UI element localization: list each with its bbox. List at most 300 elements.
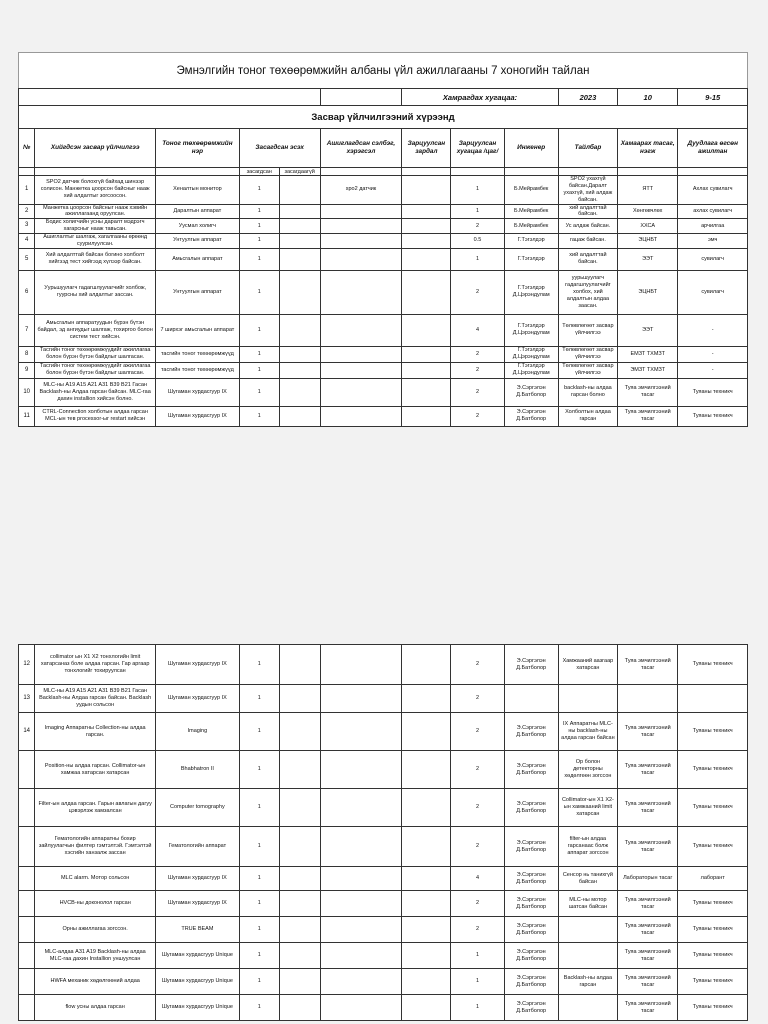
cell-note: Backlash-ны алдаа гарсан	[558, 969, 617, 995]
cell-fixed: 1	[239, 204, 279, 219]
cell-note: Төлөвлөгөөт засвар үйлчилгээ	[558, 314, 617, 346]
cell-fixed: 1	[239, 378, 279, 406]
cell-caller: Туяаны техникч	[678, 406, 748, 426]
cell-cost	[402, 270, 451, 314]
col-work: Хийгдсэн засвар үйлчилгээ	[35, 129, 156, 168]
cell-unfixed	[279, 406, 320, 426]
cell-hours: 2	[451, 346, 504, 362]
cell-note: гацаж байсан.	[558, 234, 617, 249]
cell-cost	[402, 176, 451, 205]
cell-eng	[504, 685, 558, 713]
cell-note: Төлөвлөгөөт засвар үйлчилгээ	[558, 362, 617, 378]
cell-eng: Э.Сэргэлэн Д.Батболор	[504, 943, 558, 969]
cell-fixed: 1	[239, 943, 279, 969]
table-row	[19, 995, 748, 1021]
cell-device: Шугаман хурдасгуур IX	[155, 645, 239, 685]
cell-dept: Туяа эмчилгээний тасаг	[618, 789, 678, 827]
cell-device: Шугаман хурдасгуур IX	[155, 685, 239, 713]
cell-fixed: 1	[239, 219, 279, 234]
cell-n	[19, 891, 35, 917]
cell-dept: Туяа эмчилгээний тасаг	[618, 827, 678, 867]
cell-parts	[320, 969, 402, 995]
cell-caller: Туяаны техникч	[678, 378, 748, 406]
cell-device: Computer tomography	[155, 789, 239, 827]
cell-cost	[402, 234, 451, 249]
cell-dept: Туяа эмчилгээний тасаг	[618, 969, 678, 995]
cell-dept: Туяа эмчилгээний тасаг	[618, 891, 678, 917]
cell-fixed: 1	[239, 891, 279, 917]
cell-n: 8	[19, 346, 35, 362]
cell-caller: Туяаны техникч	[678, 789, 748, 827]
cell-unfixed	[279, 645, 320, 685]
col-device: Тоног төхөөрөмжийн нэр	[155, 129, 239, 168]
cell-cost	[402, 314, 451, 346]
cell-fixed: 1	[239, 827, 279, 867]
cell-hours: 2	[451, 270, 504, 314]
cell-hours: 2	[451, 362, 504, 378]
cell-unfixed	[279, 789, 320, 827]
cell-hours: 2	[451, 645, 504, 685]
cell-caller	[678, 685, 748, 713]
cell-n: 11	[19, 406, 35, 426]
table-row	[19, 645, 748, 685]
cell-parts	[320, 314, 402, 346]
cell-note	[558, 685, 617, 713]
cell-device: Унтуулгын аппарат	[155, 270, 239, 314]
cell-hours: 0.5	[451, 234, 504, 249]
cell-n: 5	[19, 248, 35, 270]
cell-parts	[320, 789, 402, 827]
cell-device: Даралтын аппарат	[155, 204, 239, 219]
cell-eng: Э.Сэргэлэн Д.Батболор	[504, 891, 558, 917]
cell-device: TRUE BEAM	[155, 917, 239, 943]
cell-caller: Туяаны техникч	[678, 969, 748, 995]
cell-fixed: 1	[239, 751, 279, 789]
sub-fixed: засагдсан	[239, 168, 279, 176]
cell-parts	[320, 917, 402, 943]
cell-caller: сувилагч	[678, 248, 748, 270]
cell-parts	[320, 234, 402, 249]
cell-caller: -	[678, 346, 748, 362]
cell-unfixed	[279, 248, 320, 270]
cell-work: collimator ын X1 X2 тонхлогийн limit хатарсаназ боле алдаа гарсан. Гар аргаар тонхлогийг тохируулсан	[35, 645, 156, 685]
section-title: Засвар үйлчилгээний хүрээнд	[19, 106, 748, 129]
cell-dept: ЭМЗТ ТХМЗТ	[618, 362, 678, 378]
meta-row	[19, 89, 748, 106]
cell-fixed: 1	[239, 270, 279, 314]
subheader-row	[19, 168, 748, 176]
cell-unfixed	[279, 176, 320, 205]
period-label: Хамрагдах хугацаа:	[402, 89, 558, 106]
cell-hours: 2	[451, 713, 504, 751]
cell-hours: 1	[451, 943, 504, 969]
cell-note: Төлөвлөгөөт засвар үйлчилгээ	[558, 346, 617, 362]
cell-hours: 1	[451, 176, 504, 205]
cell-dept: Туяа эмчилгээний тасаг	[618, 995, 678, 1021]
table-row	[19, 234, 748, 249]
cell-unfixed	[279, 867, 320, 891]
cell-dept: ЕМЗТ ТХМЗТ	[618, 346, 678, 362]
table-row	[19, 378, 748, 406]
cell-hours: 2	[451, 891, 504, 917]
cell-eng: Б.Мейрамбек	[504, 219, 558, 234]
cell-eng: Э.Сэргэлэн Д.Батболор	[504, 378, 558, 406]
cell-note: Сенсор нь танихгүй байсан	[558, 867, 617, 891]
cell-fixed: 1	[239, 995, 279, 1021]
cell-dept: Туяа эмчилгээний тасаг	[618, 917, 678, 943]
cell-cost	[402, 827, 451, 867]
cell-work: Амьсгалын аппаратуудын бүрэн бүтэн байдал, эд ангиудыг шалгаж, тохиргоо болон систем тест хийсэн.	[35, 314, 156, 346]
cell-fixed: 1	[239, 713, 279, 751]
table-row	[19, 406, 748, 426]
cell-caller: Ахлах сувилагч	[678, 176, 748, 205]
cell-eng: Э.Сэргэлэн Д.Батболор	[504, 969, 558, 995]
cell-note: Холболтын алдаа гарсан	[558, 406, 617, 426]
cell-note: уурьшуулагч гадагшлуулагчийг холбох, хий алдалтын алдаа заасан.	[558, 270, 617, 314]
cell-work: MLC alarm. Мотор сольсон	[35, 867, 156, 891]
cell-cost	[402, 219, 451, 234]
cell-note	[558, 917, 617, 943]
cell-fixed: 1	[239, 789, 279, 827]
cell-parts	[320, 827, 402, 867]
cell-eng: Г.Тэгэлдэр Д.Цэрэндулам	[504, 346, 558, 362]
cell-fixed: 1	[239, 917, 279, 943]
cell-unfixed	[279, 362, 320, 378]
cell-caller: Туяаны техникч	[678, 917, 748, 943]
cell-n: 12	[19, 645, 35, 685]
cell-eng: Э.Сэргэлэн Д.Батболор	[504, 645, 558, 685]
cell-unfixed	[279, 751, 320, 789]
cell-device: 7 ширхэг амьсгалын аппарат	[155, 314, 239, 346]
cell-device: тасгийн тоног төхөөрөмжүүд	[155, 362, 239, 378]
cell-work: Ашиглалтыг шалгаж, хагалгааны өрөөнд суурилуулсан.	[35, 234, 156, 249]
cell-unfixed	[279, 346, 320, 362]
col-no: №	[19, 129, 35, 168]
cell-n	[19, 943, 35, 969]
cell-unfixed	[279, 270, 320, 314]
cell-hours: 2	[451, 917, 504, 943]
cell-dept: ЭЭТ	[618, 314, 678, 346]
cell-unfixed	[279, 943, 320, 969]
table-row	[19, 751, 748, 789]
table-row	[19, 789, 748, 827]
cell-n: 6	[19, 270, 35, 314]
table-row	[19, 917, 748, 943]
cell-device: Шугаман хурдасгуур IX	[155, 406, 239, 426]
cell-parts	[320, 248, 402, 270]
cell-fixed: 1	[239, 362, 279, 378]
cell-dept: Туяа эмчилгээний тасаг	[618, 378, 678, 406]
cell-cost	[402, 867, 451, 891]
cell-n: 7	[19, 314, 35, 346]
cell-cost	[402, 346, 451, 362]
sub-unfixed: засагдаагүй	[279, 168, 320, 176]
cell-parts	[320, 891, 402, 917]
cell-work: MLC-ны A19 A15 A21 A31 B39 B21 Гасан Backlash-ны Алдаа гарсан байсан. Backlash уудын сольсон	[35, 685, 156, 713]
cell-fixed: 1	[239, 346, 279, 362]
section-row	[19, 106, 748, 129]
cell-fixed: 1	[239, 406, 279, 426]
cell-hours: 2	[451, 219, 504, 234]
cell-n: 9	[19, 362, 35, 378]
cell-work: Хий алдалттай байсан богино холболт хийгээд тест хийгээд хүлээр байсан.	[35, 248, 156, 270]
cell-parts	[320, 362, 402, 378]
table-row	[19, 219, 748, 234]
cell-unfixed	[279, 713, 320, 751]
cell-hours: 2	[451, 685, 504, 713]
cell-n	[19, 969, 35, 995]
cell-device: Уусмал холигч	[155, 219, 239, 234]
cell-parts	[320, 685, 402, 713]
cell-eng: Э.Сэргэлэн Д.Батболор	[504, 789, 558, 827]
cell-n: 10	[19, 378, 35, 406]
cell-dept: ЭЭТ	[618, 248, 678, 270]
cell-dept: Туяа эмчилгээний тасаг	[618, 645, 678, 685]
cell-parts	[320, 995, 402, 1021]
cell-device: Шугаман хурдасгуур Unique	[155, 969, 239, 995]
cell-note: MLC-ны мотор шатсан байсан	[558, 891, 617, 917]
cell-hours: 2	[451, 751, 504, 789]
cell-cost	[402, 943, 451, 969]
cell-fixed: 1	[239, 248, 279, 270]
table-row	[19, 346, 748, 362]
cell-note	[558, 943, 617, 969]
cell-fixed: 1	[239, 314, 279, 346]
cell-parts	[320, 867, 402, 891]
cell-cost	[402, 248, 451, 270]
cell-work: MLC-алдаа A31 A19 Backlash-ны алдаа MLC-гаа дахин Installion уншуулсан	[35, 943, 156, 969]
col-dept: Хамаарах тасаг, нэгж	[618, 129, 678, 168]
cell-n	[19, 995, 35, 1021]
cell-hours: 2	[451, 827, 504, 867]
cell-note: IX Аппаратны MLC-ны backlash-ны алдаа гарсан байсан	[558, 713, 617, 751]
cell-work: CTRL-Connection холботын алдаа гарсан MCL-ын тев processor-ыг restart хийсэн	[35, 406, 156, 426]
cell-n	[19, 867, 35, 891]
cell-work: Уурьшуулагч гадагшлуулагчийг холбож, гуурсны хий алдалтыг засcан.	[35, 270, 156, 314]
cell-device: Хеналтын монитор	[155, 176, 239, 205]
cell-caller: Туяаны техникч	[678, 751, 748, 789]
cell-device: Шугаман хурдасгуур IX	[155, 378, 239, 406]
cell-caller: арчилгаа	[678, 219, 748, 234]
cell-fixed: 1	[239, 867, 279, 891]
cell-device: Шугаман хурдасгуур Unique	[155, 995, 239, 1021]
cell-fixed: 1	[239, 645, 279, 685]
cell-cost	[402, 378, 451, 406]
cell-device: Унтуулгын аппарат	[155, 234, 239, 249]
cell-unfixed	[279, 685, 320, 713]
cell-parts	[320, 270, 402, 314]
cell-cost	[402, 713, 451, 751]
cell-dept: Туяа эмчилгээний тасаг	[618, 406, 678, 426]
table-row	[19, 248, 748, 270]
cell-unfixed	[279, 917, 320, 943]
cell-work: SPO2 датчик болохгүй байхад шинээр солисон. Манжетка цоорсон байсныг нааж хий алдалтыг зогсоосон.	[35, 176, 156, 205]
cell-caller: сувилагч	[678, 270, 748, 314]
cell-eng: Э.Сэргэлэн Д.Батболор	[504, 827, 558, 867]
cell-eng: Г.Тэгэлдэр	[504, 248, 558, 270]
cell-cost	[402, 751, 451, 789]
cell-cost	[402, 645, 451, 685]
cell-n: 14	[19, 713, 35, 751]
cell-work: Position-ны алдаа гарсан. Collimator-ын хамжаа хатарсан хатарсан	[35, 751, 156, 789]
cell-work: MLC-ны A19 A15 A21 A31 B39 B21 Гасан Backlash-ны Алдаа гарсан байсан. MLC-гаа дахин installion хийсэн болно.	[35, 378, 156, 406]
cell-hours: 1	[451, 204, 504, 219]
cell-work: Гематологийн аппаратны бохир зайлуулагчын филтер гэмтэлтэй. Гэмтэлтэй хэсгийн ханзалж засcан	[35, 827, 156, 867]
cell-caller: -	[678, 314, 748, 346]
cell-work: flow усны алдаа гарсан	[35, 995, 156, 1021]
cell-cost	[402, 204, 451, 219]
cell-dept: Туяа эмчилгээний тасаг	[618, 713, 678, 751]
cell-fixed: 1	[239, 685, 279, 713]
period-year: 2023	[558, 89, 617, 106]
cell-eng: Э.Сэргэлэн Д.Батболор	[504, 917, 558, 943]
cell-note: хий алдалттай байсан.	[558, 204, 617, 219]
table-row	[19, 891, 748, 917]
cell-note: Ус алдаж байсан.	[558, 219, 617, 234]
cell-caller: -	[678, 362, 748, 378]
cell-caller: ахлах сувилагч	[678, 204, 748, 219]
period-days: 9-15	[678, 89, 748, 106]
table-row	[19, 270, 748, 314]
cell-note: SPO2 ухахгүй байсан.Даралт ухахгүй, хий алдаж байсан.	[558, 176, 617, 205]
cell-work: Тасгийн тоног төхөөрөмжүүдийг ажиллагаа болон бүрэн бүтэн байдлыг шалгасан.	[35, 362, 156, 378]
cell-parts	[320, 751, 402, 789]
cell-parts	[320, 645, 402, 685]
table-row	[19, 943, 748, 969]
cell-eng: Б.Мейрамбек	[504, 176, 558, 205]
cell-note: хий алдалттай байсан.	[558, 248, 617, 270]
cell-hours: 2	[451, 406, 504, 426]
cell-parts	[320, 378, 402, 406]
col-fixed: Засагдсан эсэх	[239, 129, 320, 168]
col-engineer: Инженер	[504, 129, 558, 168]
cell-eng: Э.Сэргэлэн Д.Батболор	[504, 713, 558, 751]
cell-dept: ЭЦНБТ	[618, 234, 678, 249]
table-row	[19, 362, 748, 378]
report-page-2	[18, 644, 748, 1021]
cell-note: Collimator-ын X1 X2-ын хамжааний limit хатарсан	[558, 789, 617, 827]
cell-unfixed	[279, 234, 320, 249]
cell-eng: Э.Сэргэлэн Д.Батболор	[504, 751, 558, 789]
cell-parts	[320, 219, 402, 234]
cell-caller: лаборант	[678, 867, 748, 891]
cell-n: 13	[19, 685, 35, 713]
report-page-1	[18, 88, 748, 427]
cell-eng: Э.Сэргэлэн Д.Батболор	[504, 995, 558, 1021]
cell-dept: ЭЦНБТ	[618, 270, 678, 314]
cell-eng: Г.Тэгэлдэр Д.Цэрэндулам	[504, 362, 558, 378]
cell-device: Imaging	[155, 713, 239, 751]
cell-n: 4	[19, 234, 35, 249]
col-note: Тайлбар	[558, 129, 617, 168]
cell-parts	[320, 346, 402, 362]
cell-cost	[402, 917, 451, 943]
cell-cost	[402, 995, 451, 1021]
cell-device: Bhabhatron II	[155, 751, 239, 789]
cell-work: Манжетка цоорсон байсныг нааж хэвийн ажиллагаанд оруулсан.	[35, 204, 156, 219]
cell-fixed: 1	[239, 176, 279, 205]
cell-cost	[402, 362, 451, 378]
cell-n	[19, 917, 35, 943]
table-row	[19, 827, 748, 867]
cell-eng: Г.Тэгэлдэр Д.Цэрэндулам	[504, 270, 558, 314]
cell-device: Шугаман хурдасгуур IX	[155, 867, 239, 891]
cell-hours: 2	[451, 789, 504, 827]
cell-device: тасгийн тоног төхөөрөмжүүд	[155, 346, 239, 362]
table-row	[19, 314, 748, 346]
cell-unfixed	[279, 378, 320, 406]
cell-parts	[320, 943, 402, 969]
cell-eng: Г.Тэгэлдэр	[504, 234, 558, 249]
cell-hours: 2	[451, 378, 504, 406]
cell-parts	[320, 204, 402, 219]
cell-eng: Б.Мейрамбек	[504, 204, 558, 219]
cell-note: backlash-ны алдаа гарсан болно	[558, 378, 617, 406]
cell-unfixed	[279, 827, 320, 867]
cell-parts: spo2 датчик	[320, 176, 402, 205]
report-title	[18, 52, 748, 88]
cell-device: Шугаман хурдасгуур Unique	[155, 943, 239, 969]
cell-work: HVCB-ны доконолол гарсан	[35, 891, 156, 917]
table-row	[19, 867, 748, 891]
cell-note: filter-ын алдаа гарсанаас болж аппарат зогссон	[558, 827, 617, 867]
cell-parts	[320, 713, 402, 751]
cell-hours: 1	[451, 969, 504, 995]
cell-n: 2	[19, 204, 35, 219]
table-row	[19, 713, 748, 751]
cell-cost	[402, 406, 451, 426]
cell-unfixed	[279, 995, 320, 1021]
cell-hours: 4	[451, 867, 504, 891]
cell-cost	[402, 969, 451, 995]
cell-caller: Туяаны техникч	[678, 891, 748, 917]
cell-dept: Туяа эмчилгээний тасаг	[618, 751, 678, 789]
cell-unfixed	[279, 891, 320, 917]
cell-unfixed	[279, 204, 320, 219]
report-title-text: Эмнэлгийн тоног төхөөрөмжийн албаны үйл ажиллагааны 7 хоногийн тайлан	[176, 64, 590, 77]
report-table-1	[18, 88, 748, 427]
cell-n	[19, 751, 35, 789]
cell-caller: эмч	[678, 234, 748, 249]
period-month: 10	[618, 89, 678, 106]
report-table-2	[18, 644, 748, 1021]
cell-device: Шугаман хурдасгуур IX	[155, 891, 239, 917]
cell-work: HWFA механик хөдөлгөөний алдаа	[35, 969, 156, 995]
cell-cost	[402, 685, 451, 713]
cell-unfixed	[279, 314, 320, 346]
table-row	[19, 204, 748, 219]
cell-hours: 1	[451, 995, 504, 1021]
cell-unfixed	[279, 969, 320, 995]
cell-fixed: 1	[239, 234, 279, 249]
cell-work: Бодис холигчийн усны даралт мэдрэгч хагарсныг нааж тавьсан.	[35, 219, 156, 234]
cell-dept: Лабораторын тасаг	[618, 867, 678, 891]
cell-dept: ЯТТ	[618, 176, 678, 205]
cell-n: 1	[19, 176, 35, 205]
cell-caller: Туяаны техникч	[678, 943, 748, 969]
cell-work: Тасгийн тоног төхөөрөмжүүдийг ажиллагаа болон бүрэн бүтэн байдлыг шалгасан.	[35, 346, 156, 362]
col-cost: Зарцуулсан зардал	[402, 129, 451, 168]
cell-hours: 1	[451, 248, 504, 270]
table-row	[19, 969, 748, 995]
col-hours: Зарцуулсан хугацаа /цаг/	[451, 129, 504, 168]
col-parts: Ашиглагдсан сэлбэг, хэрэгсэл	[320, 129, 402, 168]
cell-n	[19, 789, 35, 827]
cell-work: Imaging Аппаратны Collection-ны алдаа гарсан.	[35, 713, 156, 751]
cell-parts	[320, 406, 402, 426]
cell-work: Орны ажиллагаа зогссон.	[35, 917, 156, 943]
cell-eng: Г.Тэгэлдэр Д.Цэрэндулам	[504, 314, 558, 346]
